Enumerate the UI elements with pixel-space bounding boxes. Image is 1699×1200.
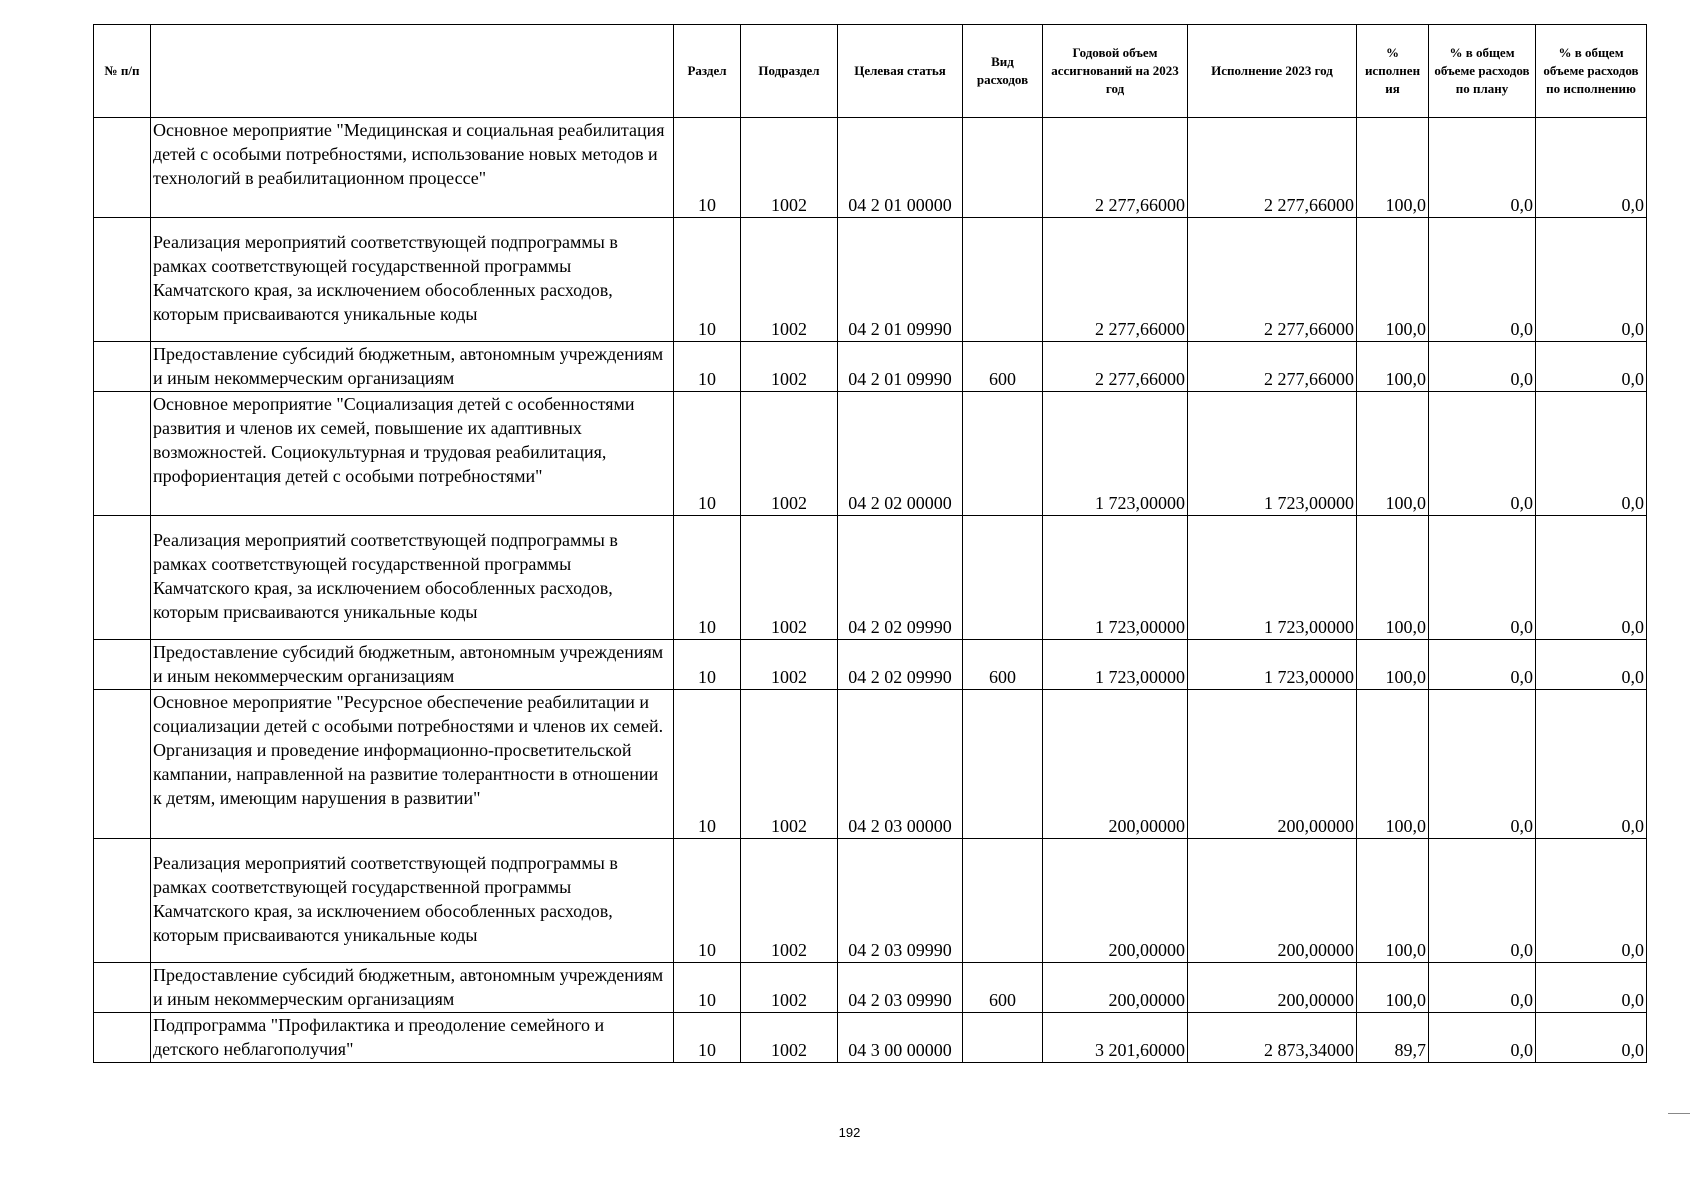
cell-podrazdel: 1002 bbox=[741, 1013, 838, 1063]
table-header-row bbox=[94, 25, 1647, 118]
cell-target: 04 3 00 00000 bbox=[838, 1013, 963, 1063]
cell-fact: 1 723,00000 bbox=[1188, 640, 1357, 690]
cell-target: 04 2 03 00000 bbox=[838, 690, 963, 839]
cell-vid bbox=[963, 118, 1043, 218]
cell-target: 04 2 03 09990 bbox=[838, 963, 963, 1013]
cell-fact: 200,00000 bbox=[1188, 690, 1357, 839]
cell-razdel: 10 bbox=[674, 1013, 741, 1063]
cell-share-plan: 0,0 bbox=[1429, 516, 1536, 640]
cell-pct: 100,0 bbox=[1357, 690, 1429, 839]
cell-name: Реализация мероприятий соответствующей подпрограммы в рамках соответствующей государственной программы Камчатского края, за исключением обособленных расходов, которым присваиваются уникальные коды bbox=[151, 516, 674, 640]
cell-share-plan: 0,0 bbox=[1429, 963, 1536, 1013]
header-share-plan: % в общем объеме расходов по плану bbox=[1429, 25, 1536, 118]
cell-name: Реализация мероприятий соответствующей подпрограммы в рамках соответствующей государственной программы Камчатского края, за исключением обособленных расходов, которым присваиваются уникальные коды bbox=[151, 839, 674, 963]
cell-share-plan: 0,0 bbox=[1429, 1013, 1536, 1063]
cell-plan: 2 277,66000 bbox=[1043, 218, 1188, 342]
cell-share-plan: 0,0 bbox=[1429, 392, 1536, 516]
table-row bbox=[94, 342, 1647, 392]
cell-name: Основное мероприятие "Социализация детей с особенностями развития и членов их семей, повышение их адаптивных возможностей. Социокультурная и трудовая реабилитация, профориентация детей с особыми потребностями" bbox=[151, 392, 674, 516]
cell-vid bbox=[963, 690, 1043, 839]
cell-num bbox=[94, 963, 151, 1013]
cell-podrazdel: 1002 bbox=[741, 690, 838, 839]
cell-share-fact: 0,0 bbox=[1536, 963, 1647, 1013]
cell-pct: 100,0 bbox=[1357, 839, 1429, 963]
cell-razdel: 10 bbox=[674, 392, 741, 516]
cell-num bbox=[94, 640, 151, 690]
cell-share-fact: 0,0 bbox=[1536, 218, 1647, 342]
cell-share-plan: 0,0 bbox=[1429, 839, 1536, 963]
cell-name: Основное мероприятие "Медицинская и социальная реабилитация детей с особыми потребностями, использование новых методов и технологий в реабилитационном процессе" bbox=[151, 118, 674, 218]
cell-share-fact: 0,0 bbox=[1536, 1013, 1647, 1063]
cell-fact: 2 277,66000 bbox=[1188, 218, 1357, 342]
cell-vid bbox=[963, 839, 1043, 963]
cell-fact: 1 723,00000 bbox=[1188, 392, 1357, 516]
cell-fact: 200,00000 bbox=[1188, 839, 1357, 963]
header-num: № п/п bbox=[94, 25, 151, 118]
header-vid: Вид расходов bbox=[963, 25, 1043, 118]
cell-plan: 1 723,00000 bbox=[1043, 392, 1188, 516]
cell-pct: 100,0 bbox=[1357, 218, 1429, 342]
cell-target: 04 2 03 09990 bbox=[838, 839, 963, 963]
cell-vid bbox=[963, 516, 1043, 640]
cell-target: 04 2 02 09990 bbox=[838, 516, 963, 640]
cell-share-fact: 0,0 bbox=[1536, 516, 1647, 640]
cell-plan: 200,00000 bbox=[1043, 690, 1188, 839]
cell-vid: 600 bbox=[963, 640, 1043, 690]
table-row bbox=[94, 1013, 1647, 1063]
cell-razdel: 10 bbox=[674, 963, 741, 1013]
header-plan: Годовой объем ассигнований на 2023 год bbox=[1043, 25, 1188, 118]
cell-share-plan: 0,0 bbox=[1429, 342, 1536, 392]
cell-num bbox=[94, 218, 151, 342]
budget-table bbox=[93, 24, 1647, 1063]
cell-plan: 1 723,00000 bbox=[1043, 640, 1188, 690]
cell-pct: 100,0 bbox=[1357, 342, 1429, 392]
cell-plan: 3 201,60000 bbox=[1043, 1013, 1188, 1063]
header-razdel: Раздел bbox=[674, 25, 741, 118]
cell-razdel: 10 bbox=[674, 342, 741, 392]
header-fact: Исполнение 2023 год bbox=[1188, 25, 1357, 118]
cell-fact: 1 723,00000 bbox=[1188, 516, 1357, 640]
cell-target: 04 2 01 09990 bbox=[838, 218, 963, 342]
cell-num bbox=[94, 516, 151, 640]
cell-fact: 2 873,34000 bbox=[1188, 1013, 1357, 1063]
cell-name: Предоставление субсидий бюджетным, автономным учреждениям и иным некоммерческим организациям bbox=[151, 963, 674, 1013]
cell-vid bbox=[963, 1013, 1043, 1063]
table-row bbox=[94, 640, 1647, 690]
cell-name: Основное мероприятие "Ресурсное обеспечение реабилитации и социализации детей с особыми потребностями и членов их семей. Организация и проведение информационно-просветительской кампании, направленной на развитие толерантности в отношении к детям, имеющим нарушения в развитии" bbox=[151, 690, 674, 839]
header-name bbox=[151, 25, 674, 118]
header-pct: % исполнен ия bbox=[1357, 25, 1429, 118]
cell-podrazdel: 1002 bbox=[741, 342, 838, 392]
cell-vid bbox=[963, 218, 1043, 342]
header-share-fact: % в общем объеме расходов по исполнению bbox=[1536, 25, 1647, 118]
cell-name: Реализация мероприятий соответствующей подпрограммы в рамках соответствующей государственной программы Камчатского края, за исключением обособленных расходов, которым присваиваются уникальные коды bbox=[151, 218, 674, 342]
cell-name: Предоставление субсидий бюджетным, автономным учреждениям и иным некоммерческим организациям bbox=[151, 342, 674, 392]
cell-razdel: 10 bbox=[674, 839, 741, 963]
cell-razdel: 10 bbox=[674, 640, 741, 690]
cell-share-fact: 0,0 bbox=[1536, 839, 1647, 963]
cell-name: Предоставление субсидий бюджетным, автономным учреждениям и иным некоммерческим организациям bbox=[151, 640, 674, 690]
table-row bbox=[94, 392, 1647, 516]
cell-target: 04 2 01 00000 bbox=[838, 118, 963, 218]
cell-podrazdel: 1002 bbox=[741, 640, 838, 690]
cell-num bbox=[94, 1013, 151, 1063]
header-target: Целевая статья bbox=[838, 25, 963, 118]
cell-plan: 1 723,00000 bbox=[1043, 516, 1188, 640]
cell-num bbox=[94, 342, 151, 392]
cell-podrazdel: 1002 bbox=[741, 392, 838, 516]
cell-share-fact: 0,0 bbox=[1536, 640, 1647, 690]
cell-podrazdel: 1002 bbox=[741, 516, 838, 640]
cell-target: 04 2 02 00000 bbox=[838, 392, 963, 516]
cell-target: 04 2 02 09990 bbox=[838, 640, 963, 690]
cell-podrazdel: 1002 bbox=[741, 118, 838, 218]
cell-plan: 200,00000 bbox=[1043, 839, 1188, 963]
cell-share-fact: 0,0 bbox=[1536, 690, 1647, 839]
cell-vid: 600 bbox=[963, 963, 1043, 1013]
cell-pct: 100,0 bbox=[1357, 118, 1429, 218]
cell-pct: 100,0 bbox=[1357, 392, 1429, 516]
cell-pct: 100,0 bbox=[1357, 640, 1429, 690]
cell-razdel: 10 bbox=[674, 218, 741, 342]
cell-name: Подпрограмма "Профилактика и преодоление семейного и детского неблагополучия" bbox=[151, 1013, 674, 1063]
cell-num bbox=[94, 690, 151, 839]
cell-fact: 2 277,66000 bbox=[1188, 118, 1357, 218]
cell-share-plan: 0,0 bbox=[1429, 218, 1536, 342]
cell-share-fact: 0,0 bbox=[1536, 392, 1647, 516]
cell-share-plan: 0,0 bbox=[1429, 690, 1536, 839]
cell-share-plan: 0,0 bbox=[1429, 118, 1536, 218]
cell-num bbox=[94, 118, 151, 218]
cell-pct: 100,0 bbox=[1357, 516, 1429, 640]
table-row bbox=[94, 118, 1647, 218]
table-row bbox=[94, 516, 1647, 640]
cell-share-fact: 0,0 bbox=[1536, 342, 1647, 392]
cell-fact: 2 277,66000 bbox=[1188, 342, 1357, 392]
cell-vid bbox=[963, 392, 1043, 516]
cell-plan: 200,00000 bbox=[1043, 963, 1188, 1013]
cell-vid: 600 bbox=[963, 342, 1043, 392]
cell-num bbox=[94, 392, 151, 516]
cell-num bbox=[94, 839, 151, 963]
cell-pct: 89,7 bbox=[1357, 1013, 1429, 1063]
table-row bbox=[94, 218, 1647, 342]
cell-plan: 2 277,66000 bbox=[1043, 118, 1188, 218]
scan-edge-mark bbox=[1668, 1113, 1690, 1114]
cell-share-fact: 0,0 bbox=[1536, 118, 1647, 218]
cell-razdel: 10 bbox=[674, 118, 741, 218]
header-podrazdel: Подраздел bbox=[741, 25, 838, 118]
table-row bbox=[94, 839, 1647, 963]
page-number: 192 bbox=[838, 1125, 861, 1140]
cell-podrazdel: 1002 bbox=[741, 839, 838, 963]
cell-podrazdel: 1002 bbox=[741, 963, 838, 1013]
cell-pct: 100,0 bbox=[1357, 963, 1429, 1013]
table-row bbox=[94, 963, 1647, 1013]
cell-razdel: 10 bbox=[674, 690, 741, 839]
cell-fact: 200,00000 bbox=[1188, 963, 1357, 1013]
cell-share-plan: 0,0 bbox=[1429, 640, 1536, 690]
cell-razdel: 10 bbox=[674, 516, 741, 640]
cell-podrazdel: 1002 bbox=[741, 218, 838, 342]
cell-target: 04 2 01 09990 bbox=[838, 342, 963, 392]
table-row bbox=[94, 690, 1647, 839]
cell-plan: 2 277,66000 bbox=[1043, 342, 1188, 392]
